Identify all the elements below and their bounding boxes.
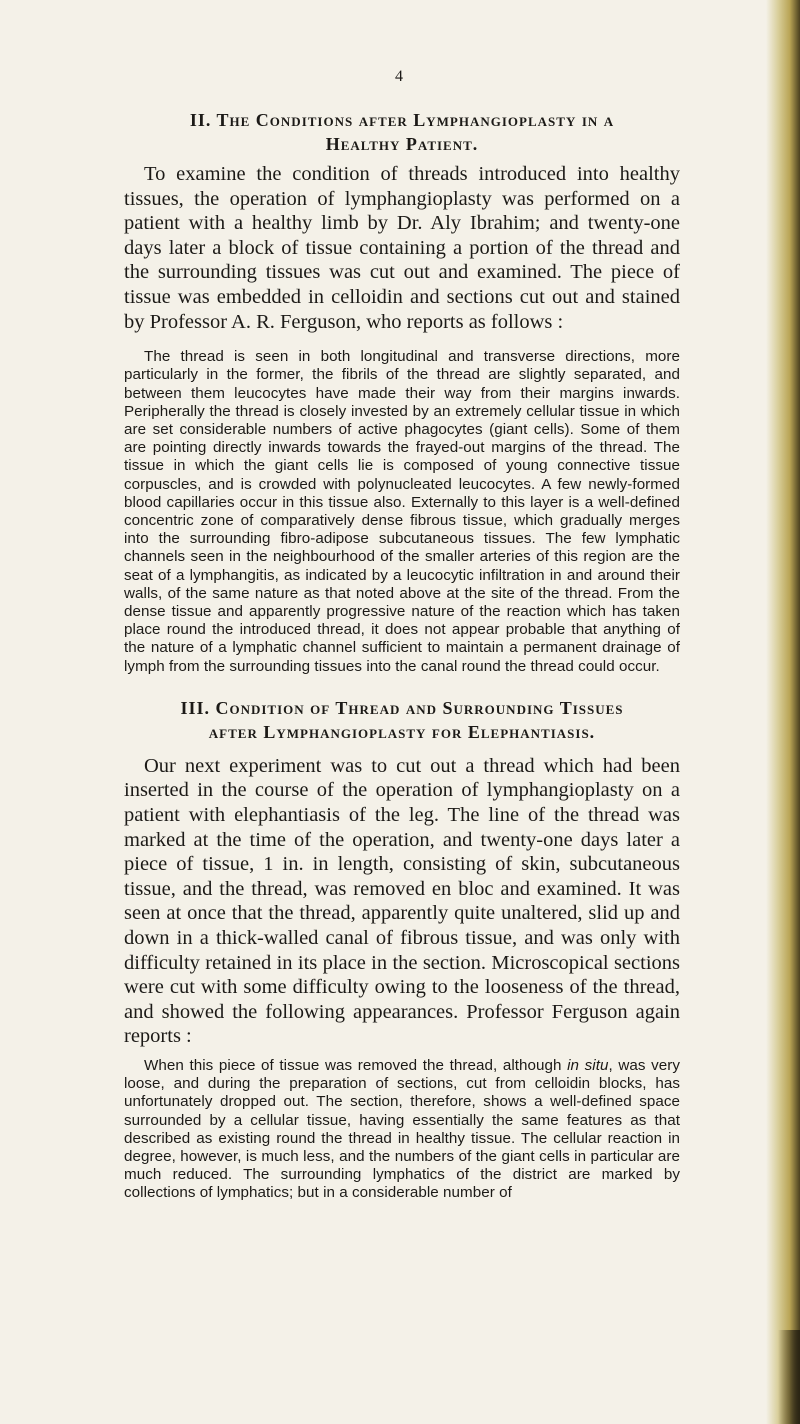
section-2-report-paragraph: The thread is seen in both longitudinal and transverse directions, more particularly in the former, the fibrils of the thread are slightly separated, and between them leucocytes have made their way from their margins inwards. Peripherally the thread is closely invested by an extremely cellular tissue in which are set considerable numbers of active phagocytes (giant cells). Some of them are pointing directly inwards towards the frayed-out margins of the thread. The tissue in which the giant cells lie is composed of young connective tissue corpuscles, and is crowded with polynucleated leucocytes. A few newly-formed blood capillaries occur in this tissue also. Externally to this layer is a well-defined concentric zone of comparatively dense fibrous tissue, which gradually merges into the surrounding fibro-adipose subcutaneous tissues. The few lymphatic channels seen in the neighbourhood of the smaller arteries of this region are the seat of a lymphangitis, as indicated by a leucocytic infiltration in and around their walls, of the same nature as that noted above at the site of the thread. From the dense tissue and apparently progressive nature of the reaction which has taken place round the introduced thread, it does not appear probable that anything of the nature of a lymphatic channel sufficient to maintain a permanent drainage of lymph from the surrounding tissues into the canal round the thread could occur. [124,348,680,675]
section-3-report-start: When this piece of tissue was removed the thread, although [144,1056,568,1074]
section-3-report-rest: , was very loose, and during the preparation of sections, cut from celloidin blocks, has unfortunately dropped out. The section, therefore, shows a well-defined space surrounded by a cellular tissue, having essentially the same features as that described as existing round the thread in healthy tissue. The cellular reaction in degree, however, is much less, and the numbers of the giant cells in particular are much reduced. The surrounding lymphatics of the district are marked by collections of lymphatics; but in a considerable number of [124,1056,680,1202]
section-3-intro-paragraph: Our next experiment was to cut out a thread which had been inserted in the course of the operation of lymphangioplasty on a patient with elephantiasis of the leg. The line of the thread was marked at the time of the operation, and twenty-one days later a piece of tissue, 1 in. in length, consisting of skin, subcutaneous tissue, and the thread, was removed en bloc and examined. It was seen at once that the thread, apparently quite unaltered, slid up and down in a thick-walled canal of fibrous tissue, and was only with difficulty retained in its place in the section. Microscopical sections were cut with some difficulty owing to the looseness of the thread, and showed the following appearances. Professor Ferguson again reports : [124,754,680,1048]
section-2-heading [124,108,680,156]
section-2-heading-line2: Healthy Patient. [325,134,479,154]
section-3 [124,696,680,1203]
section-3-heading [124,696,680,744]
page-edge-shadow [766,0,800,1424]
section-3-heading-line1: III. Condition of Thread and Surrounding Tissues [180,697,624,718]
page-number: 4 [395,68,403,85]
section-3-report-italic: in situ [567,1056,609,1074]
document-page [124,70,680,1203]
section-3-report-paragraph [124,1057,680,1203]
section-2 [124,108,680,676]
section-3-heading-line2: after Lymphangioplasty for Elephantiasis. [208,721,596,742]
section-2-heading-line1: II. The Conditions after Lymphangioplasty in a [189,110,615,130]
section-2-intro-paragraph: To examine the condition of threads introduced into healthy tissues, the operation of lymphangioplasty was performed on a patient with a healthy limb by Dr. Aly Ibrahim; and twenty-one days later a block of tissue containing a portion of the thread and the surrounding tissues was cut out and examined. The piece of tissue was embedded in celloidin and sections cut out and stained by Professor A. R. Ferguson, who reports as follows : [124,163,680,333]
page-edge-dark [778,1330,800,1424]
